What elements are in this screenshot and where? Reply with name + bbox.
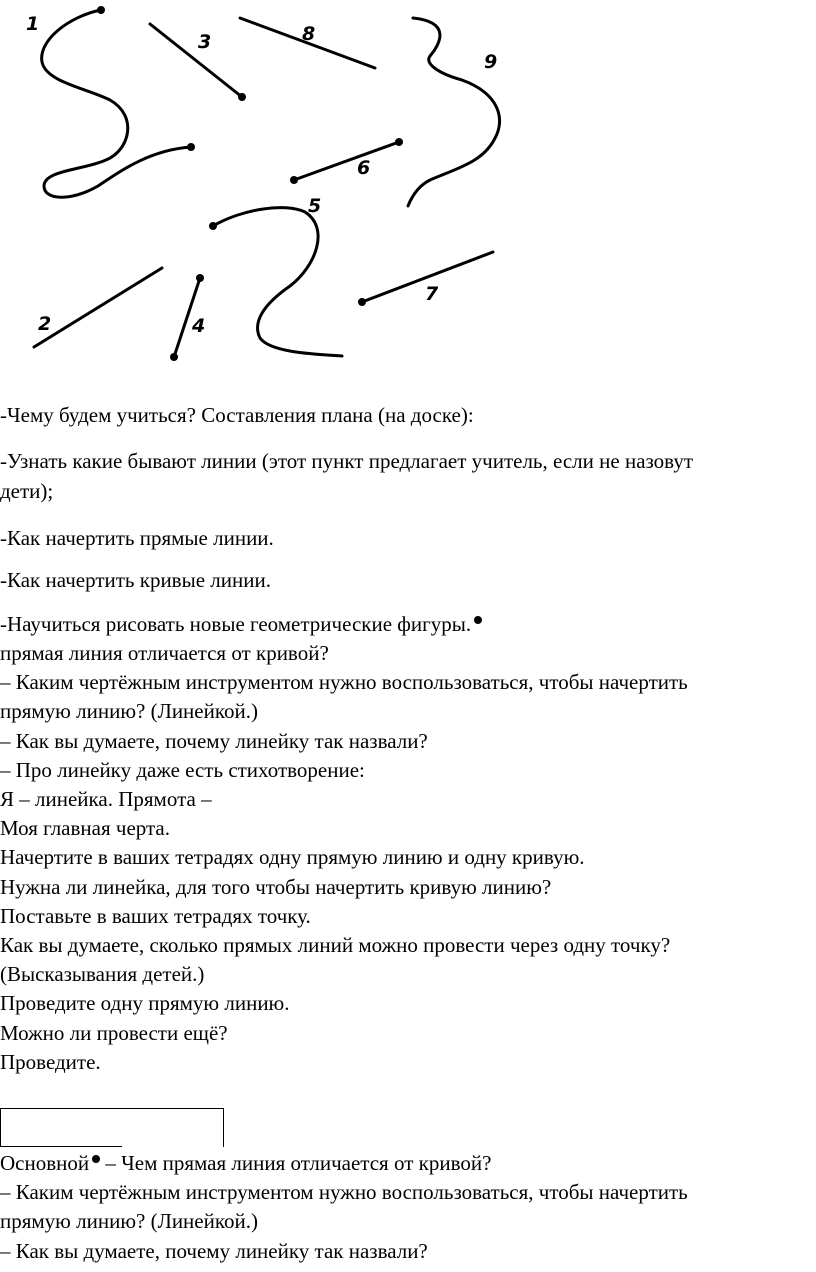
plan-item-straight: -Как начертить прямые линии. [0,526,274,550]
straight-line-3 [150,24,242,97]
text-line: Проведите. [0,1049,101,1074]
text-line: Как вы думаете, сколько прямых линий можно провести через одну точку? [0,933,671,958]
bullet-icon [92,1155,100,1163]
text-line: Проведите одну прямую линию. [0,991,290,1016]
text-line: – Как вы думаете, почему линейку так назвали? [0,1238,428,1263]
line-number-8: 8 [302,23,316,45]
straight-line-2 [34,268,162,347]
text-line: (Высказывания детей.) [0,962,205,987]
endpoint-dot [97,6,105,14]
line-number-7: 7 [425,283,439,305]
text-line: Можно ли провести ещё? [0,1020,228,1045]
lines-figure [0,0,560,380]
line-number-9: 9 [484,51,498,73]
line-number-5: 5 [308,195,322,217]
line-number-4: 4 [192,315,206,337]
endpoint-dot [238,93,246,101]
box-underline [0,1146,122,1147]
text-line: прямую линию? (Линейкой.) [0,1209,258,1234]
text-line: – Как вы думаете, почему линейку так назвали? [0,728,428,753]
curve-line-9 [408,18,500,206]
plan-question: -Чему будем учиться? Составления плана (на доске): [0,403,474,427]
poem-line: Я – линейка. Прямота – [0,787,212,812]
poem-line: Моя главная черта. [0,816,170,841]
text-line: прямую линию? (Линейкой.) [0,699,258,724]
lines-figure-svg [0,0,560,380]
line-number-1: 1 [26,13,40,35]
text-line: – Про линейку даже есть стихотворение: [0,757,365,782]
plan-item-lines: -Узнать какие бывают линии (этот пункт предлагает учитель, если не назовут [0,449,694,473]
endpoint-dot [170,353,178,361]
plan-item-lines-cont: дети); [0,479,54,503]
plan-item-figures-text: -Научиться рисовать новые геометрические фигуры. [0,612,472,636]
endpoint-dot [358,298,366,306]
dialogue-block-2 [0,1149,688,1266]
dialogue-block-1 [0,639,688,1077]
text-line: Поставьте в ваших тетрадях точку. [0,903,311,928]
text-line: Начертите в ваших тетрадях одну прямую линию и одну кривую. [0,845,585,870]
curve-line-5 [213,208,342,356]
text-line [0,1149,688,1178]
empty-box [0,1108,224,1147]
endpoint-dot [187,143,195,151]
endpoint-dot [209,222,217,230]
line-number-2: 2 [38,313,52,335]
line-number-6: 6 [357,157,371,179]
endpoint-dot [395,138,403,146]
text-line: Нужна ли линейка, для того чтобы начертить кривую линию? [0,874,552,899]
line-number-3: 3 [198,31,212,53]
endpoint-dot [290,176,298,184]
bullet-icon [474,616,482,624]
text-line: – Каким чертёжным инструментом нужно воспользоваться, чтобы начертить [0,670,688,695]
section-first-line: – Чем прямая линия отличается от кривой? [100,1151,492,1175]
section-label: Основной [0,1151,90,1175]
plan-item-curved: -Как начертить кривые линии. [0,568,271,592]
text-line: прямая линия отличается от кривой? [0,641,329,665]
straight-line-6 [294,142,399,180]
text-line: – Каким чертёжным инструментом нужно воспользоваться, чтобы начертить [0,1180,688,1205]
plan-item-figures [0,609,482,639]
endpoint-dot [196,274,204,282]
